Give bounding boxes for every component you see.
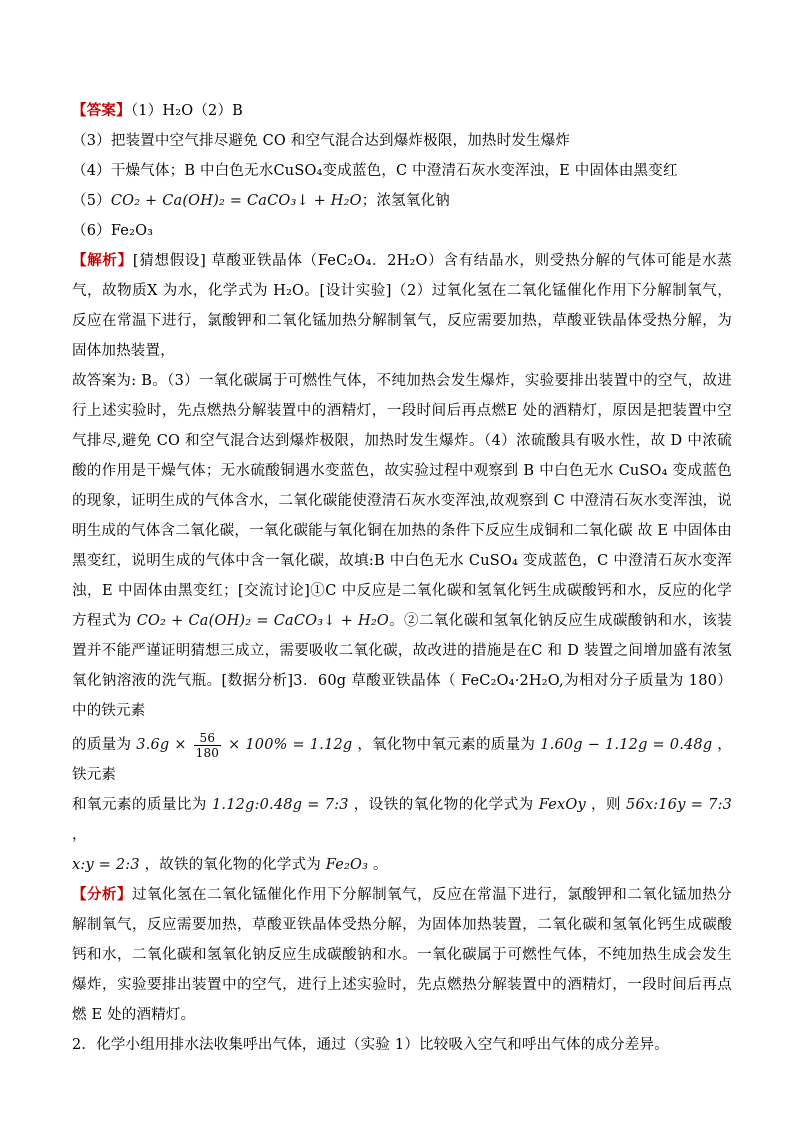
ratio-equation: 56x:16y = 7:3 [626,797,733,813]
comma-text: ， [72,827,87,843]
answer-5-prefix: （5） [72,193,111,209]
iron-oxide-formula: Fe₂O₃ [325,857,369,873]
xy-ratio: x:y = 2:3 [72,857,140,873]
analysis-text-1: [猜想假设] 草酸亚铁晶体（FeC₂O₄．2H₂O）含有结晶水，则受热分解的气体可能是水蒸气，故物质X 为水，化学式为 H₂O。[设计实验]（2）过氧化氢在二氧化锰催化作用下分解制氧气，反应在常温下进行，氯酸钾和二氧化锰加热分解制氧气，反应需要加热，草酸亚铁晶体受热分解，为固体加热装置， [72,253,732,359]
answer-text-1: （1）H₂O（2）B [130,103,244,119]
answer-tag: 【答案】 [72,102,131,119]
fraction-56-180 [194,731,222,760]
fenxi-tag: 【分析】 [72,886,133,903]
analysis-calc-line-3 [72,850,732,880]
calc-end-text: ，铁元素 [72,737,732,783]
analysis-text-2: 故答案为: B。（3）一氧化碳属于可燃性气体，不纯加热会发生爆炸，实验要排出装置中的空气，故进行上述实验时，先点燃热分解装置中的酒精灯，一段时间后再点燃E 处的酒精灯，原因是把装置中空气排尽,避免 CO 和空气混合达到爆炸极限，加热时发生爆炸。（4）浓硫酸具有吸水性，故 D 中浓硫酸的作用是干燥气体；无水硫酸铜遇水变蓝色，故实验过程中观察到 B 中白色无水 CuSO₄ 变成蓝色的现象，证明生成的气体含水，二氧化碳能使澄清石灰水变浑浊,故观察到 C 中澄清石灰水变浑浊，说明生成的气体含二氧化碳，一氧化碳能与氧化铜在加热的条件下反应生成铜和二氧化碳 故 E 中固体由黑变红，说明生成的气体中含一氧化碳，故填:B 中白色无水 CuSO₄ 变成蓝色，C 中澄清石灰水变浑浊，E 中固体由黑变红；[交流讨论]①C 中反应是二氧化碳和氢氧化钙生成碳酸钙和水，反应的化学方程式为 [72,373,732,629]
question-2: 2．化学小组用排水法收集呼出气体，通过（实验 1）比较吸入空气和呼出气体的成分差异。 [72,1037,669,1053]
analysis-paragraph-1 [72,246,732,366]
analysis-calc-line-1 [72,730,732,790]
answer-line-3: （4）干燥气体；B 中白色无水CuSO₄变成蓝色，C 中澄清石灰水变浑浊，E 中固体由黑变红 [72,163,678,179]
fenxi-text: 过氧化氢在二氧化锰催化作用下分解制氧气，反应在常温下进行，氯酸钾和二氧化锰加热分解制氧气，反应需要加热，草酸亚铁晶体受热分解，为固体加热装置，二氧化碳和氢氧化钙生成碳酸钙和水，二氧化碳和氢氧化钠反应生成碳酸钠和水。一氧化碳属于可燃性气体，不纯加热生成会发生爆炸，实验要排出装置中的空气，进行上述实验时，先点燃热分解装置中的酒精灯，一段时间后再点燃 E 处的酒精灯。 [72,887,732,1023]
formula-fexoy: FexOy [538,797,586,813]
fenxi-paragraph [72,880,732,1030]
answer-line-5: （6）Fe₂O₃ [72,223,154,239]
analysis-paragraph-2 [72,366,732,726]
document-page [72,96,732,1060]
conclusion-text: ，故铁的氧化物的化学式为 [144,857,321,873]
analysis-equation: CO₂ + Ca(OH)₂ = CaCO₃↓ + H₂O [136,613,389,629]
then-text: ，则 [590,797,621,813]
calc-mid-text: ，氧化物中氧元素的质量为 [357,737,536,753]
formula-setup-text: ，设铁的氧化物的化学式为 [353,797,534,813]
answer-5-formula: CO₂ + Ca(OH)₂ = CaCO₃↓ + H₂O [110,193,362,209]
ratio-text: 和氧元素的质量比为 [72,797,207,813]
calc-oxygen-mass: 1.60g − 1.12g = 0.48g [540,737,713,753]
ratio-calc: 1.12g:0.48g = 7:3 [211,797,349,813]
fraction-numerator: 56 [194,731,222,746]
answer-line-2: （3）把装置中空气排尽避免 CO 和空气混合达到爆炸极限，加热时发生爆炸 [72,133,571,149]
calc-prefix: 的质量为 [72,737,132,753]
answer-line-1 [72,96,732,126]
analysis-calc-line-2 [72,790,732,850]
calc-iron-mass-a: 3.6g × [136,737,187,753]
answer-line-4 [72,186,732,216]
period-text: 。 [372,857,388,873]
fraction-denominator: 180 [195,745,220,760]
answer-5-suffix: ；浓氢氧化钠 [361,193,450,209]
calc-iron-mass-b: × 100% = 1.12g [228,737,353,753]
analysis-text-2-tail: 。②二氧化碳和氢氧化钠反应生成碳酸钠和水，该装置并不能严谨证明猜想三成立，需要吸收二氧化碳，故改进的措施是在C 和 D 装置之间增加盛有浓氢氧化钠溶液的洗气瓶。[数据分析]3．60g 草酸亚铁晶体（ FeC₂O₄·2H₂O,为相对分子质量为 180）中的铁元素 [72,613,732,719]
analysis-tag: 【解析】 [72,252,133,269]
